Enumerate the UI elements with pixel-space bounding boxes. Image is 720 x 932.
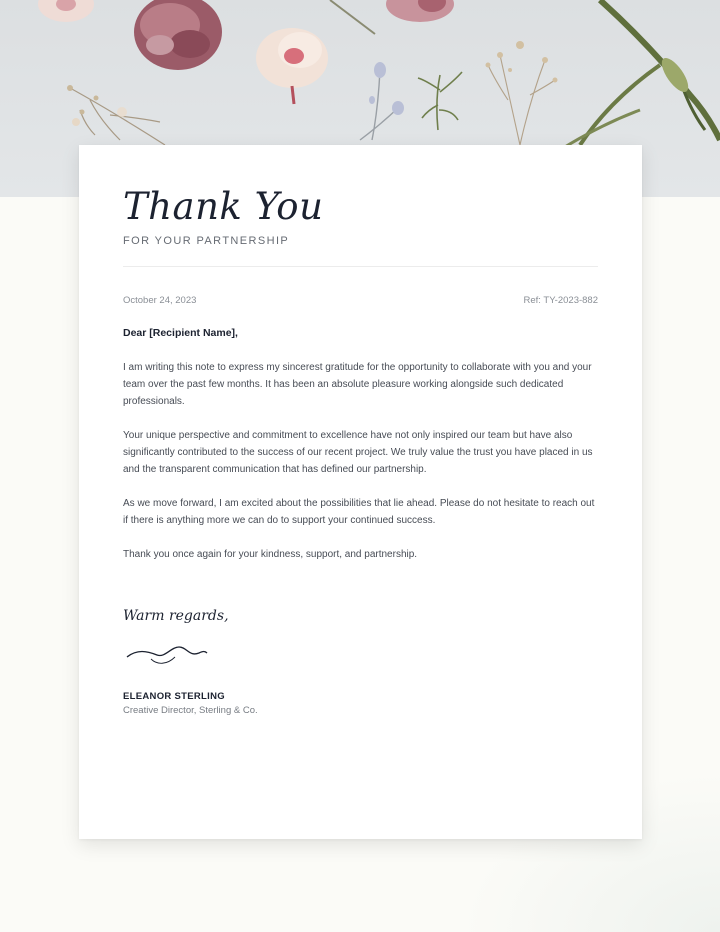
body-paragraph: Thank you once again for your kindness, support, and partnership. [123, 549, 418, 560]
body-paragraph: Your unique perspective and commitment to excellence have not only inspired our team but have also significantly contributed to the success of our recent project. We truly value the trust you have placed in us and the transparent communication that has defined our partnership. [123, 430, 593, 475]
dried-gypsophila [488, 55, 555, 145]
body-paragraph: As we move forward, I am excited about the possibilities that lie ahead. Please do not hesitate to reach out if there is anything more we can do to support your continued success. [123, 498, 595, 526]
dried-twigs-left [70, 88, 165, 145]
letter-date: October 24, 2023 [123, 295, 197, 306]
cream-flower [256, 28, 328, 104]
thank-you-letter [79, 145, 642, 839]
letter-subtitle: FOR YOUR PARTNERSHIP [123, 235, 290, 247]
carnation-flower [134, 0, 222, 70]
lilac-sprigs [360, 70, 398, 140]
handwritten-signature [123, 639, 213, 671]
signer-name: ELEANOR STERLING [123, 691, 225, 702]
long-stem [560, 0, 720, 150]
pink-flower-top [386, 0, 454, 22]
header-divider [123, 266, 598, 267]
signer-title: Creative Director, Sterling & Co. [123, 705, 258, 716]
grass-sprig [418, 72, 462, 130]
body-paragraph: I am writing this note to express my sincerest gratitude for the opportunity to collaborate with you and your team over the past few months. It has been an absolute pleasure working alongside such dedicated professionals. [123, 362, 592, 407]
salutation: Dear [Recipient Name], [123, 327, 238, 339]
pale-flower-top-left [38, 0, 94, 22]
letter-title: Thank You [123, 185, 324, 228]
reference-number: Ref: TY-2023-882 [523, 295, 598, 306]
closing-line: Warm regards, [123, 608, 229, 624]
